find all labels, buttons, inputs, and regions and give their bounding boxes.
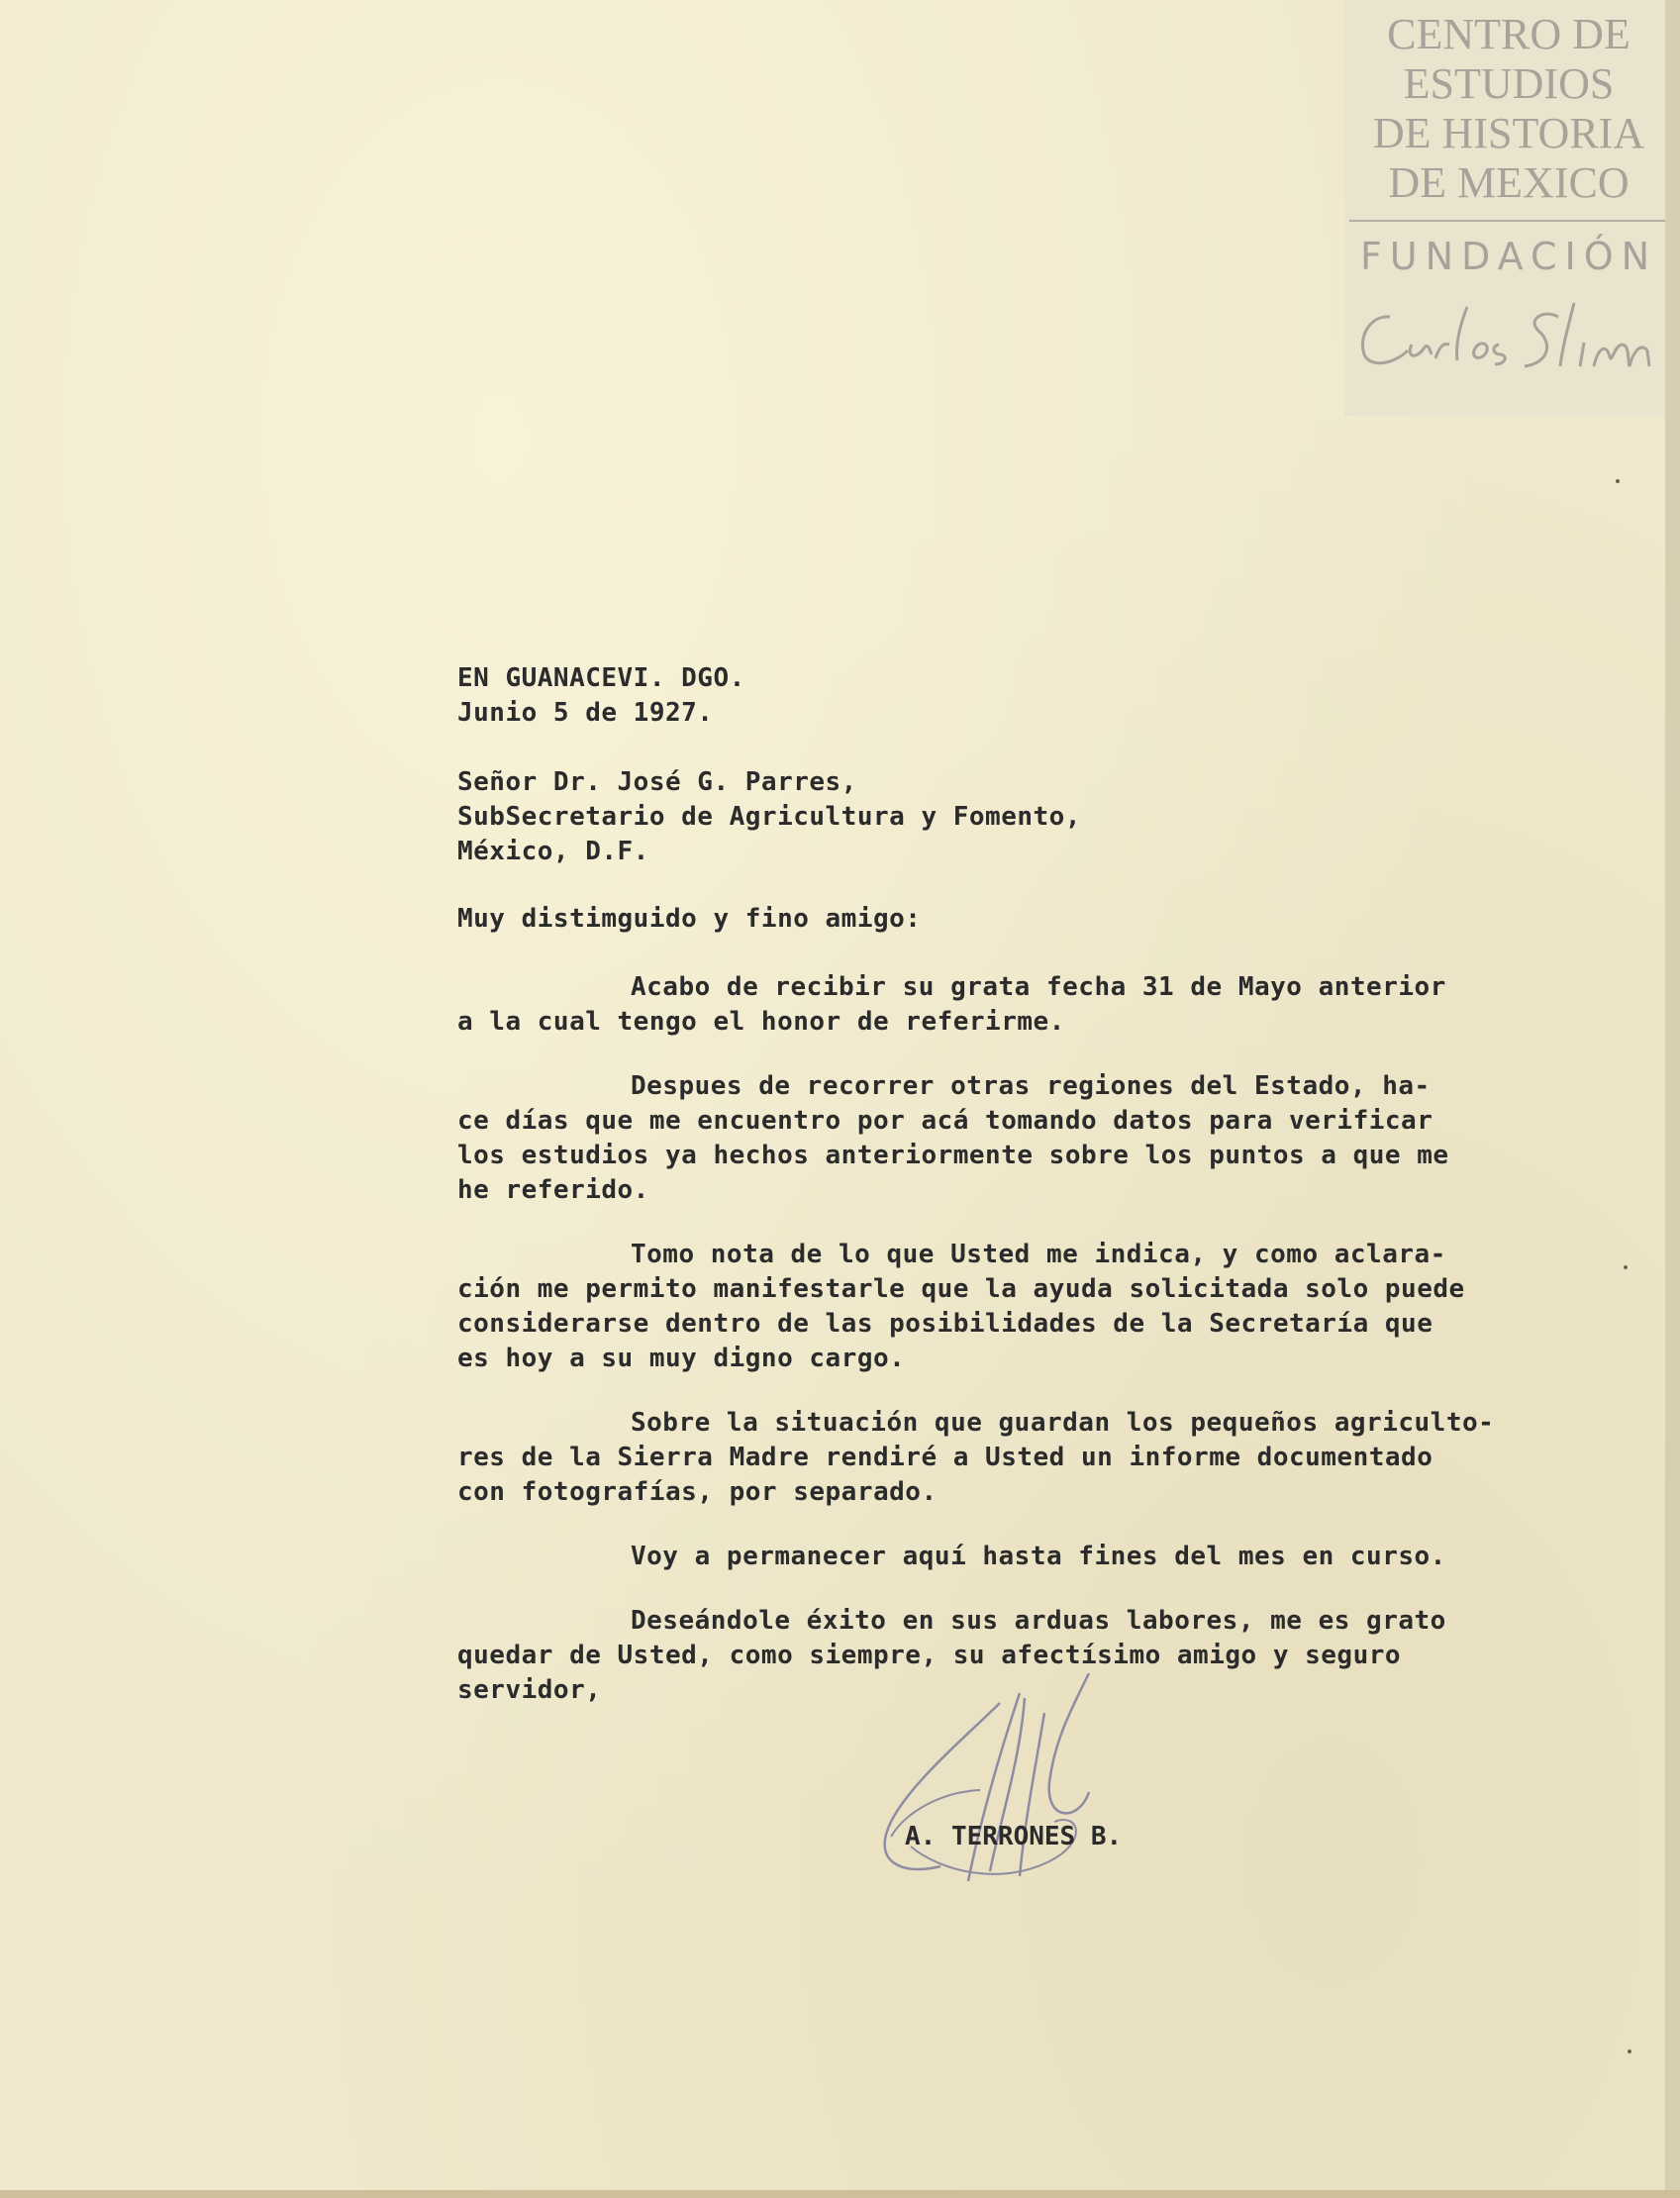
recipient-line-1: Señor Dr. José G. Parres, <box>457 767 857 797</box>
paragraph-1 <box>457 970 1546 1040</box>
paragraph-line: Acabo de recibir su grata fecha 31 de Mayo anterior <box>631 972 1446 1002</box>
paragraph-line: res de la Sierra Madre rendiré a Usted un informe documentado <box>457 1443 1433 1472</box>
letter-body <box>457 661 1546 1738</box>
paragraph-line: servidor, <box>457 1675 602 1705</box>
paragraph-line: ción me permito manifestarle que la ayuda solicitada solo puede <box>457 1274 1465 1304</box>
signature-block <box>851 1673 1247 1891</box>
paragraph-line: quedar de Usted, como siempre, su afectísimo amigo y seguro <box>457 1641 1402 1670</box>
handwritten-signature <box>851 1673 1148 1901</box>
recipient-line-3: México, D.F. <box>457 837 649 866</box>
watermark-line-3: DE HISTORIA <box>1372 109 1645 157</box>
paragraph-2 <box>457 1069 1546 1208</box>
paragraph-line: con fotografías, por separado. <box>457 1477 938 1507</box>
paragraph-line: los estudios ya hechos anteriormente sobre los puntos a que me <box>457 1141 1449 1170</box>
paragraph-line: Tomo nota de lo que Usted me indica, y como aclara- <box>631 1240 1446 1269</box>
letter-place: EN GUANACEVI. DGO. <box>457 663 745 693</box>
paragraph-line: he referido. <box>457 1175 649 1205</box>
paper-speck <box>1628 2049 1631 2053</box>
scan-edge-bottom <box>0 2190 1680 2198</box>
paragraph-line: Despues de recorrer otras regiones del Estado, ha- <box>631 1071 1431 1101</box>
paragraph-4 <box>457 1406 1546 1510</box>
watermark-line-2: ESTUDIOS <box>1403 59 1615 108</box>
carlos-slim-signature-logo <box>1350 287 1667 376</box>
paragraph-line: ce días que me encuentro por acá tomando datos para verificar <box>457 1106 1433 1136</box>
paragraph-5 <box>457 1540 1546 1574</box>
paper-speck <box>1616 479 1620 483</box>
recipient-line-2: SubSecretario de Agricultura y Fomento, <box>457 802 1081 832</box>
paragraph-line: es hoy a su muy digno cargo. <box>457 1344 906 1373</box>
paragraph-line: Sobre la situación que guardan los pequeños agriculto- <box>631 1408 1495 1438</box>
paragraph-line: a la cual tengo el honor de referirme. <box>457 1007 1065 1037</box>
salutation: Muy distimguido y fino amigo: <box>457 904 922 934</box>
paragraph-line: Voy a permanecer aquí hasta fines del mes en curso. <box>631 1542 1446 1571</box>
paragraph-3 <box>457 1238 1546 1376</box>
watermark-line-4: DE MEXICO <box>1388 158 1630 207</box>
paper-speck <box>1624 1265 1628 1269</box>
watermark-line-1: CENTRO DE <box>1387 10 1631 58</box>
letter-date: Junio 5 de 1927. <box>457 698 714 728</box>
watermark-foundation: FUNDACIÓN <box>1359 235 1658 278</box>
paragraph-line: considerarse dentro de las posibilidades de la Secretaría que <box>457 1309 1433 1339</box>
signer-name: A. TERRONES B. <box>905 1822 1123 1851</box>
archive-watermark-logo <box>1344 0 1673 416</box>
scan-edge-right <box>1665 0 1680 2198</box>
paragraph-line: Deseándole éxito en sus arduas labores, me es grato <box>631 1606 1446 1636</box>
watermark-divider <box>1349 220 1668 222</box>
